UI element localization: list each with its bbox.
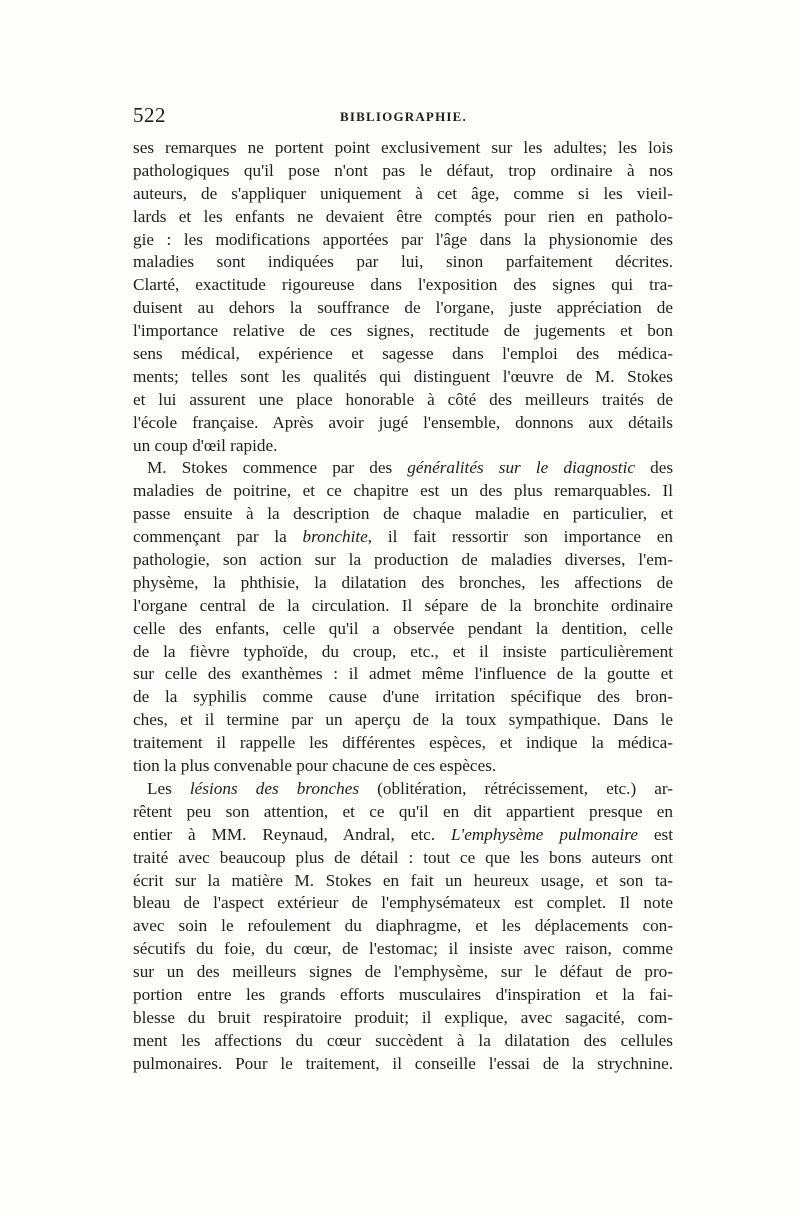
text-line: M. Stokes commence par des généralités sur le diagnostic des [147,458,674,478]
text-line: et lui assurent une place honorable à côté des meilleurs traités de [133,389,673,409]
text-line: passe ensuite à la description de chaque maladie en particulier, et [133,504,673,524]
running-head-title: BIBLIOGRAPHIE. [340,109,467,124]
text-line: blesse du bruit respiratoire produit; il explique, avec sagacité, com- [133,1007,673,1027]
text-line: entier à MM. Reynaud, Andral, etc. L'emphysème pulmonaire est [133,824,674,844]
text-line: sécutifs du foie, du cœur, de l'estomac; il insiste avec raison, comme [133,939,673,959]
text-line: portion entre les grands efforts musculaires d'inspiration et la fai- [133,984,673,1004]
text-line: maladies de poitrine, et ce chapitre est un des plus remarquables. Il [133,481,673,501]
text-line: auteurs, de s'appliquer uniquement à cet âge, comme si les vieil- [133,183,673,203]
running-head [133,103,673,129]
italic-phrase: bronchite [302,527,368,547]
text-line: l'école française. Après avoir jugé l'ensemble, donnons aux détails [133,412,673,432]
body-text [133,137,673,1076]
text-line: l'organe central de la circulation. Il sépare de la bronchite ordinaire [133,595,673,615]
text-line: sur un des meilleurs signes de l'emphysème, sur le défaut de pro- [133,962,673,982]
text-line: tion la plus convenable pour chacune de ces espèces. [133,756,497,776]
text-line: pathologiques qu'il pose n'ont pas le défaut, trop ordinaire à nos [133,160,673,180]
italic-phrase: L'emphysème pulmonaire [450,824,638,844]
text-line: sens médical, expérience et sagesse dans l'emploi des médica- [133,344,673,364]
text-line: avec soin le refoulement du diaphragme, et les déplacements con- [133,916,673,936]
italic-phrase: généralités sur le diagnostic [407,458,635,478]
text-line: traité avec beaucoup plus de détail : tout ce que les bons auteurs ont [133,847,673,867]
italic-phrase: lésions des bronches [189,778,360,798]
text-line: de la fièvre typhoïde, du croup, etc., et il insiste particulièrement [133,641,673,661]
text-line: ments; telles sont les qualités qui distinguent l'œuvre de M. Stokes [133,366,673,386]
text-line: pulmonaires. Pour le traitement, il conseille l'essai de la strychnine. [133,1053,673,1073]
text-line: traitement il rappelle les différentes espèces, et indique la médica- [133,733,673,753]
text-line: un coup d'œil rapide. [133,435,278,455]
page-number: 522 [133,103,166,127]
text-line: de la syphilis comme cause d'une irritation spécifique des bron- [133,687,673,707]
text-line: celle des enfants, celle qu'il a observée pendant la dentition, celle [133,618,673,638]
text-line: duisent au dehors la souffrance de l'organe, juste appréciation de [133,298,673,318]
text-line: bleau de l'aspect extérieur de l'emphysémateux est complet. Il note [133,893,673,913]
text-line: gie : les modifications apportées par l'âge dans la physionomie des [133,229,673,249]
text-line: physème, la phthisie, la dilatation des bronches, les affections de [133,572,673,592]
text-line: ment les affections du cœur succèdent à la dilatation des cellules [133,1030,673,1050]
text-line: maladies sont indiquées par lui, sinon parfaitement décrites. [133,252,673,272]
text-line: écrit sur la matière M. Stokes en fait un heureux usage, et son ta- [133,870,673,890]
text-line: Clarté, exactitude rigoureuse dans l'exposition des signes qui tra- [133,275,673,295]
text-line: sur celle des exanthèmes : il admet même l'influence de la goutte et [133,664,673,684]
text-line: rêtent peu son attention, et ce qu'il en dit appartient presque en [133,801,673,821]
text-line: Les lésions des bronches (oblitération, rétrécissement, etc.) ar- [147,778,673,798]
text-line: lards et les enfants ne devaient être comptés pour rien en patholo- [133,206,673,226]
text-line: ses remarques ne portent point exclusivement sur les adultes; les lois [133,138,673,157]
text-line: commençant par la bronchite, il fait ressortir son importance en [133,527,673,547]
text-line: l'importance relative de ces signes, rectitude de jugements et bon [133,321,673,341]
text-line: ches, et il termine par un aperçu de la toux sympathique. Dans le [133,710,673,730]
text-line: pathologie, son action sur la production de maladies diverses, l'em- [133,550,673,570]
